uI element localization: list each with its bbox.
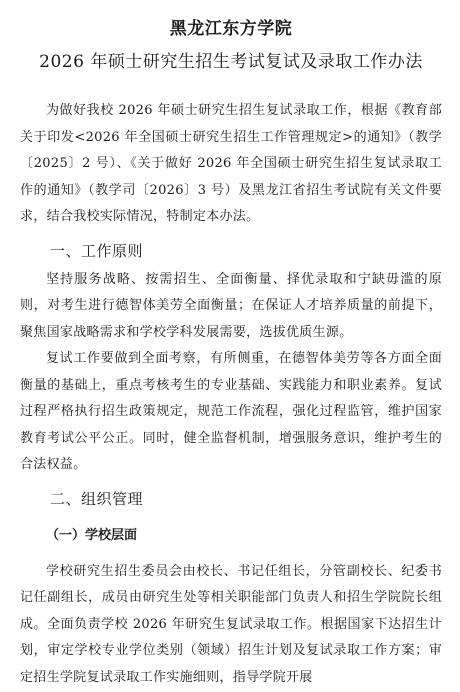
document-title-institution: 黑龙江东方学院	[169, 19, 293, 39]
subsection-heading-school-level: （一）学校层面	[46, 527, 138, 543]
principles-paragraph-1: 坚持服务战略、按需招生、全面衡量、择优录取和宁缺毋滥的原则，对考生进行德智体美劳全面衡量；在保证人才培养质量的前提下，聚焦国家战略需求和学校学科发展需要，选拔优质生源。	[20, 271, 442, 340]
document-title: 2026 年硕士研究生招生考试复试及录取工作办法	[39, 52, 423, 72]
section-heading-organization: 二、组织管理	[50, 489, 144, 508]
section-heading-principles: 一、工作原则	[50, 241, 144, 260]
school-level-paragraph: 学校研究生招生委员会由校长、书记任组长，分管副校长、纪委书记任副组长，成员由研究生处等相关职能部门负责人和招生学院院长组成。全面负责学校 2026 年研究生复试录取工作。根据国家下达招生计划，审定学校专业学位类别（领域）招生计划及复试录取工作方案；审定招生学院复试录取工作实施细则，指导学院开展	[20, 563, 442, 685]
intro-paragraph: 为做好我校 2026 年硕士研究生招生复试录取工作，根据《教育部关于印发<2026 年全国硕士研究生招生工作管理规定>的通知》（教学〔2025〕2 号）、《关于做好 2026 年全国硕士研究生招生复试录取工作的通知》（教学司〔2026〕3 号）及黑龙江省招生考试院有关文件要求，结合我校实际情况，特制定本办法。	[20, 103, 442, 224]
principles-paragraph-2: 复试工作要做到全面考察，有所侧重，在德智体美劳等各方面全面衡量的基础上，重点考核考生的专业基础、实践能力和职业素养。复试过程严格执行招生政策规定，规范工作流程，强化过程监管，维护国家教育考试公平公正。同时，健全监督机制，增强服务意识，维护考生的合法权益。	[20, 351, 442, 472]
